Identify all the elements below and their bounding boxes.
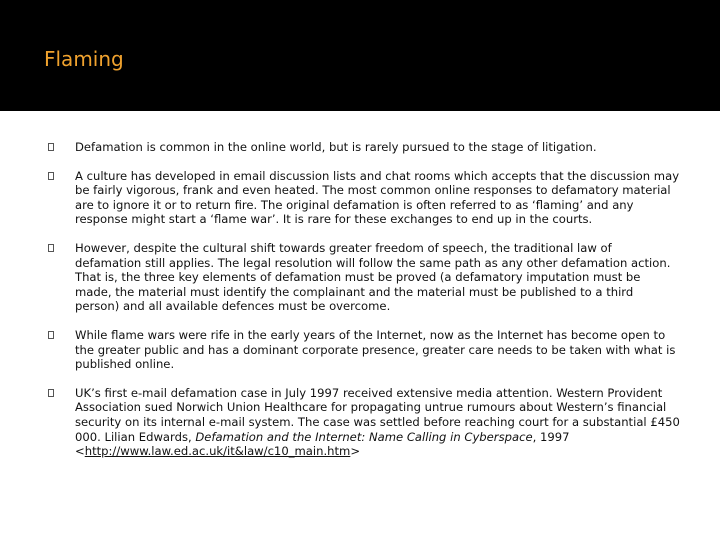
bullet-square-icon — [48, 389, 54, 397]
bullet-square-icon — [48, 331, 54, 339]
citation-year: , 1997 < — [75, 429, 570, 459]
bullet-item — [48, 386, 680, 459]
bullet-text: While flame wars were rife in the early years of the Internet, now as the Internet has become open to the greater public and has a dominant corporate presence, greater care needs to be taken with what is published online. — [75, 327, 676, 372]
bullet-list — [48, 140, 680, 473]
bullet-text: However, despite the cultural shift towards greater freedom of speech, the traditional law of defamation still applies. The legal resolution will follow the same path as any other defamation action. That is, the three key elements of defamation must be proved (a defamatory imputation must be made, the material must identify the complainant and the material must be published to a third person) and all available defences must be overcome. — [75, 240, 671, 314]
bullet-text-intro: UK’s first e-mail defamation case in July 1997 received extensive media attention. Western Provident Association sued Norwich Union Healthcare for propagating untrue rumours about Western’s financial security on its internal e-mail system. The case was settled before reaching court for a substantial £450 000. Lilian Edwards, — [75, 385, 680, 444]
bullet-item — [48, 328, 680, 372]
title-bar — [0, 0, 720, 111]
bullet-text: A culture has developed in email discussion lists and chat rooms which accepts that the discussion may be fairly vigorous, frank and even heated. The most common online responses to defamatory material are to ignore it or to return fire. The original defamation is often referred to as ‘flaming’ and any response might start a ‘flame war’. It is rare for these exchanges to end up in the courts. — [75, 168, 680, 227]
citation-close: > — [350, 444, 361, 459]
citation-title: Defamation and the Internet: Name Calling in Cyberspace — [195, 429, 533, 444]
bullet-square-icon — [48, 244, 54, 252]
slide-title: Flaming — [44, 47, 124, 71]
bullet-item — [48, 169, 680, 227]
bullet-item — [48, 140, 680, 155]
bullet-item — [48, 241, 680, 314]
bullet-square-icon — [48, 172, 54, 180]
bullet-square-icon — [48, 143, 54, 151]
citation-link[interactable]: http://www.law.ed.ac.uk/it&law/c10_main.htm — [84, 444, 351, 459]
bullet-text: Defamation is common in the online world, but is rarely pursued to the stage of litigation. — [75, 140, 597, 154]
